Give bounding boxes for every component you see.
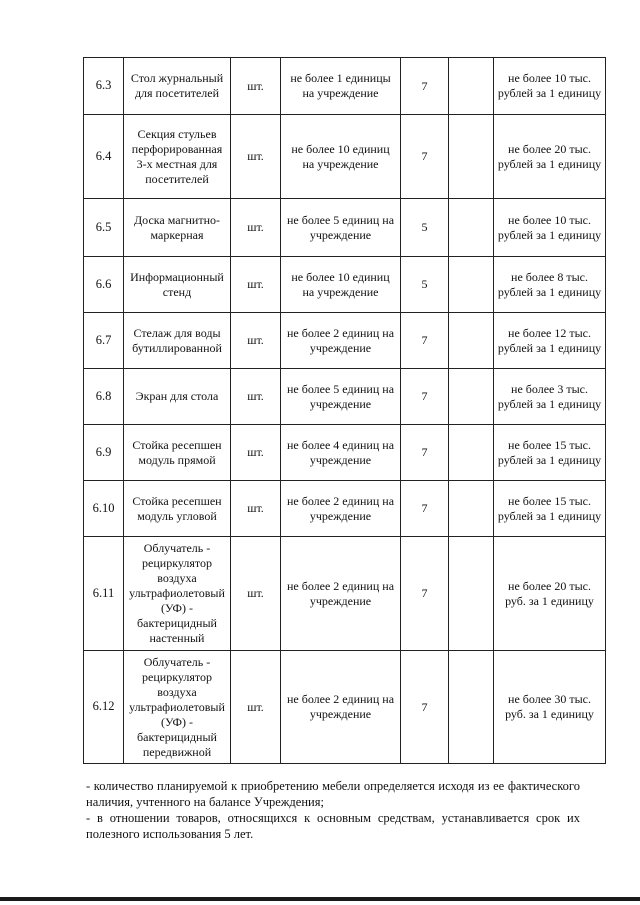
row-number: 6.3 bbox=[84, 58, 124, 115]
price-cell: не более 3 тыс. рублей за 1 единицу bbox=[494, 369, 606, 425]
service-life-cell: 7 bbox=[401, 369, 449, 425]
empty-cell bbox=[449, 199, 494, 257]
quantity-cell: не более 2 единиц на учреждение bbox=[281, 313, 401, 369]
row-number: 6.6 bbox=[84, 257, 124, 313]
table-row bbox=[84, 257, 606, 313]
item-name: Стойка ресепшен модуль прямой bbox=[124, 425, 231, 481]
quantity-cell: не более 2 единиц на учреждение bbox=[281, 651, 401, 764]
row-number: 6.7 bbox=[84, 313, 124, 369]
service-life-cell: 7 bbox=[401, 537, 449, 651]
empty-cell bbox=[449, 481, 494, 537]
table-row bbox=[84, 369, 606, 425]
table-row bbox=[84, 481, 606, 537]
note-furniture-quantity: - количество планируемой к приобретению мебели определяется исходя из ее фактического наличия, учтенного на балансе Учреждения; bbox=[86, 779, 580, 809]
unit-cell: шт. bbox=[231, 115, 281, 199]
price-cell: не более 30 тыс. руб. за 1 единицу bbox=[494, 651, 606, 764]
quantity-cell: не более 2 единиц на учреждение bbox=[281, 481, 401, 537]
table-row bbox=[84, 58, 606, 115]
table-row bbox=[84, 537, 606, 651]
item-name: Облучатель - рециркулятор воздуха ультрафиолетовый (УФ) - бактерицидный передвижной bbox=[124, 651, 231, 764]
service-life-cell: 7 bbox=[401, 651, 449, 764]
quantity-cell: не более 10 единиц на учреждение bbox=[281, 115, 401, 199]
row-number: 6.12 bbox=[84, 651, 124, 764]
price-cell: не более 12 тыс. рублей за 1 единицу bbox=[494, 313, 606, 369]
item-name: Доска магнитно-маркерная bbox=[124, 199, 231, 257]
item-name: Стелаж для воды бутиллированной bbox=[124, 313, 231, 369]
item-name: Облучатель - рециркулятор воздуха ультрафиолетовый (УФ) - бактерицидный настенный bbox=[124, 537, 231, 651]
price-cell: не более 10 тыс. рублей за 1 единицу bbox=[494, 199, 606, 257]
note-service-life: - в отношении товаров, относящихся к основным средствам, устанавливается срок их полезного использования 5 лет. bbox=[86, 811, 580, 841]
price-cell: не более 15 тыс. рублей за 1 единицу bbox=[494, 425, 606, 481]
unit-cell: шт. bbox=[231, 313, 281, 369]
item-name: Стол журнальный для посетителей bbox=[124, 58, 231, 115]
item-name: Секция стульев перфорированная 3-х местная для посетителей bbox=[124, 115, 231, 199]
table-row bbox=[84, 199, 606, 257]
empty-cell bbox=[449, 257, 494, 313]
unit-cell: шт. bbox=[231, 537, 281, 651]
row-number: 6.5 bbox=[84, 199, 124, 257]
empty-cell bbox=[449, 537, 494, 651]
item-name: Информационный стенд bbox=[124, 257, 231, 313]
empty-cell bbox=[449, 115, 494, 199]
empty-cell bbox=[449, 58, 494, 115]
price-cell: не более 20 тыс. руб. за 1 единицу bbox=[494, 537, 606, 651]
quantity-cell: не более 5 единиц на учреждение bbox=[281, 369, 401, 425]
price-cell: не более 15 тыс. рублей за 1 единицу bbox=[494, 481, 606, 537]
service-life-cell: 7 bbox=[401, 58, 449, 115]
quantity-cell: не более 5 единиц на учреждение bbox=[281, 199, 401, 257]
table-row bbox=[84, 651, 606, 764]
quantity-cell: не более 2 единиц на учреждение bbox=[281, 537, 401, 651]
service-life-cell: 7 bbox=[401, 313, 449, 369]
unit-cell: шт. bbox=[231, 369, 281, 425]
quantity-cell: не более 10 единиц на учреждение bbox=[281, 257, 401, 313]
quantity-cell: не более 4 единиц на учреждение bbox=[281, 425, 401, 481]
table-row bbox=[84, 313, 606, 369]
quantity-cell: не более 1 единицы на учреждение bbox=[281, 58, 401, 115]
unit-cell: шт. bbox=[231, 651, 281, 764]
unit-cell: шт. bbox=[231, 58, 281, 115]
unit-cell: шт. bbox=[231, 425, 281, 481]
unit-cell: шт. bbox=[231, 257, 281, 313]
row-number: 6.10 bbox=[84, 481, 124, 537]
row-number: 6.9 bbox=[84, 425, 124, 481]
item-name: Стойка ресепшен модуль угловой bbox=[124, 481, 231, 537]
unit-cell: шт. bbox=[231, 481, 281, 537]
service-life-cell: 7 bbox=[401, 425, 449, 481]
footnotes bbox=[86, 778, 580, 842]
service-life-cell: 5 bbox=[401, 257, 449, 313]
empty-cell bbox=[449, 425, 494, 481]
unit-cell: шт. bbox=[231, 199, 281, 257]
service-life-cell: 7 bbox=[401, 115, 449, 199]
price-cell: не более 8 тыс. рублей за 1 единицу bbox=[494, 257, 606, 313]
table-row bbox=[84, 425, 606, 481]
row-number: 6.4 bbox=[84, 115, 124, 199]
furniture-norms-table bbox=[83, 57, 606, 764]
price-cell: не более 10 тыс. рублей за 1 единицу bbox=[494, 58, 606, 115]
scan-bottom-edge bbox=[0, 897, 640, 901]
service-life-cell: 7 bbox=[401, 481, 449, 537]
price-cell: не более 20 тыс. рублей за 1 единицу bbox=[494, 115, 606, 199]
empty-cell bbox=[449, 651, 494, 764]
service-life-cell: 5 bbox=[401, 199, 449, 257]
row-number: 6.11 bbox=[84, 537, 124, 651]
item-name: Экран для стола bbox=[124, 369, 231, 425]
table-row bbox=[84, 115, 606, 199]
row-number: 6.8 bbox=[84, 369, 124, 425]
empty-cell bbox=[449, 369, 494, 425]
empty-cell bbox=[449, 313, 494, 369]
